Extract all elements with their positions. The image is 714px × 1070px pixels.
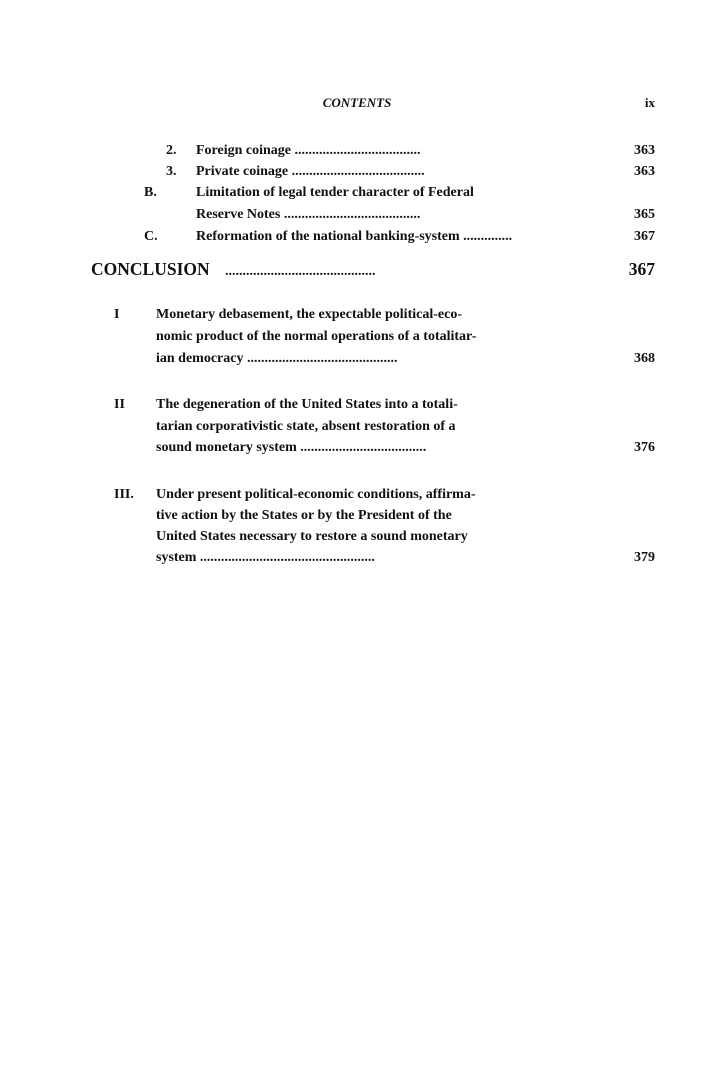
section-title-line1: Monetary debasement, the expectable political-eco- (156, 307, 462, 322)
toc-entry-page: 363 (634, 143, 655, 158)
toc-entry-title: Private coinage ...................................... (196, 164, 425, 179)
toc-entry-page: 367 (634, 229, 655, 244)
toc-entry-title: Foreign coinage .................................... (196, 143, 421, 158)
toc-entry-title: Reformation of the national banking-system .............. (196, 229, 513, 244)
running-header-page-number: ix (644, 95, 655, 110)
section-title-line4: system .................................................. (156, 550, 375, 565)
section-page: 376 (634, 440, 655, 455)
section-number: I (114, 307, 120, 322)
toc-entry-page: 363 (634, 164, 655, 179)
section-title-line2: nomic product of the normal operations of a totalitar- (156, 329, 477, 344)
section-title-line3: sound monetary system .................................... (156, 440, 427, 455)
toc-entry-title-line1: Limitation of legal tender character of Federal (196, 185, 474, 200)
conclusion-page: 367 (628, 259, 655, 279)
conclusion-heading: CONCLUSION (91, 259, 210, 279)
conclusion-dot-leader: ........................................... (225, 264, 376, 279)
section-title-line2: tarian corporativistic state, absent restoration of a (156, 419, 456, 434)
toc-entry-number: B. (144, 185, 157, 200)
toc-entry-number: 3. (166, 164, 177, 179)
section-number: III. (114, 487, 134, 502)
toc-entry-number: C. (144, 229, 158, 244)
running-header-title: CONTENTS (322, 95, 392, 110)
section-page: 368 (634, 351, 655, 366)
toc-entry-page: 365 (634, 207, 655, 222)
toc-entry-number: 2. (166, 143, 177, 158)
section-title-line3: United States necessary to restore a sound monetary (156, 529, 468, 544)
section-number: II (114, 397, 125, 412)
toc-entry-title-line2: Reserve Notes ....................................... (196, 207, 421, 222)
section-title-line1: The degeneration of the United States into a totali- (156, 397, 458, 412)
section-title-line1: Under present political-economic conditions, affirma- (156, 487, 476, 502)
section-title-line2: tive action by the States or by the President of the (156, 508, 452, 523)
section-title-line3: ian democracy ........................................... (156, 351, 398, 366)
section-page: 379 (634, 550, 655, 565)
